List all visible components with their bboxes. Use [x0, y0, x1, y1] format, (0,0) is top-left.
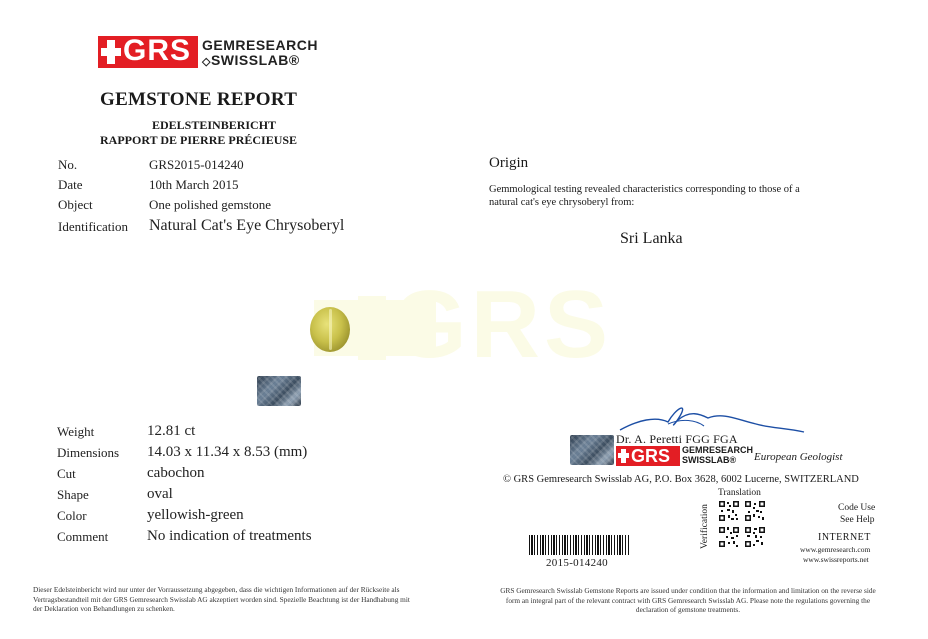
barcode-number: 2015-014240	[546, 557, 608, 569]
watermark-cross-post	[358, 296, 386, 360]
detail-value-date: 10th March 2015	[149, 177, 239, 192]
prop-value-comment: No indication of treatments	[147, 528, 312, 544]
prop-label-dimensions: Dimensions	[57, 445, 120, 460]
hologram-seal	[257, 376, 301, 406]
prop-value-cut: cabochon	[147, 465, 205, 481]
gemstone-chatoyancy	[329, 309, 332, 350]
diamond-icon: ◇	[202, 56, 211, 68]
see-help-label: See Help	[840, 515, 875, 525]
logo-line1: GEMRESEARCH	[202, 37, 318, 53]
report-title: GEMSTONE REPORT	[100, 89, 298, 110]
logo-text: GRS	[123, 34, 192, 67]
prop-label-cut: Cut	[57, 466, 76, 481]
signature-cross-icon-bar	[618, 453, 629, 458]
website-gemresearch[interactable]: www.gemresearch.com	[800, 545, 871, 554]
signatory-title: European Geologist	[754, 451, 843, 463]
prop-value-dimensions: 14.03 x 11.34 x 8.53 (mm)	[147, 444, 308, 460]
prop-label-weight: Weight	[57, 424, 95, 439]
signature-hologram	[570, 435, 614, 465]
signatory-name: Dr. A. Peretti FGG FGA	[616, 432, 738, 446]
signature-logo-text: GRS	[631, 446, 671, 466]
qr-code-verification[interactable]	[718, 526, 740, 548]
code-use-label: Code Use	[838, 503, 876, 513]
detail-label-object: Object	[58, 197, 93, 212]
watermark-text: GRS	[392, 271, 613, 378]
detail-value-no: GRS2015-014240	[149, 157, 244, 172]
logo-line2	[202, 53, 300, 69]
report-barcode	[529, 535, 629, 555]
prop-label-color: Color	[57, 508, 87, 523]
qr-code-internet[interactable]	[744, 526, 766, 548]
origin-heading: Origin	[489, 155, 529, 171]
verification-label: Verification	[700, 504, 710, 549]
detail-label-identification: Identification	[58, 219, 129, 234]
prop-value-weight: 12.81 ct	[147, 423, 196, 439]
detail-value-identification: Natural Cat's Eye Chrysoberyl	[149, 217, 345, 234]
company-address: © GRS Gemresearch Swisslab AG, P.O. Box 3628, 6002 Lucerne, SWITZERLAND	[503, 474, 859, 485]
origin-value: Sri Lanka	[620, 230, 683, 247]
internet-label: INTERNET	[818, 532, 871, 543]
detail-value-object: One polished gemstone	[149, 197, 272, 212]
report-subtitle-de: EDELSTEINBERICHT	[152, 118, 277, 132]
prop-label-comment: Comment	[57, 529, 109, 544]
prop-value-color: yellowish-green	[147, 507, 244, 523]
logo-line2-text: SWISSLAB®	[210, 52, 300, 68]
footer-notice-en: GRS Gemresearch Swisslab Gemstone Reports are issued under condition that the information and limitation on the reverse side form an integral part of the relevant contract with GRS Gemresearch Swisslab AG. Please note the regulations governing the declaration of gemstone treatments.	[500, 586, 876, 614]
prop-label-shape: Shape	[57, 487, 89, 502]
detail-label-date: Date	[58, 177, 83, 192]
website-swissreports[interactable]: www.swissreports.net	[803, 555, 869, 564]
signature-logo-line2: SWISSLAB®	[682, 455, 737, 465]
translation-label: Translation	[718, 488, 761, 498]
report-subtitle-fr: RAPPORT DE PIERRE PRÉCIEUSE	[100, 133, 298, 147]
qr-code-help[interactable]	[744, 500, 766, 522]
origin-text: Gemmological testing revealed characteristics corresponding to those of a natural cat's eye chrysoberyl from:	[489, 184, 800, 208]
footer-notice-de: Dieser Edelsteinbericht wird nur unter der Vorraussetzung abgegeben, dass die wichtigen Informationen auf der Rückseite als Vertragsbestandteil mit der GRS Gemresearch Swisslab AG akzeptiert worden sind. Spezielle Beachtung ist der Handhabung mit der Deklaration von Behandlungen zu schenken.	[33, 585, 410, 613]
prop-value-shape: oval	[147, 486, 173, 502]
signature-logo-line1: GEMRESEARCH	[682, 445, 754, 455]
swiss-cross-icon-bar	[101, 48, 121, 56]
detail-label-no: No.	[58, 157, 78, 172]
qr-code-translation[interactable]	[718, 500, 740, 522]
